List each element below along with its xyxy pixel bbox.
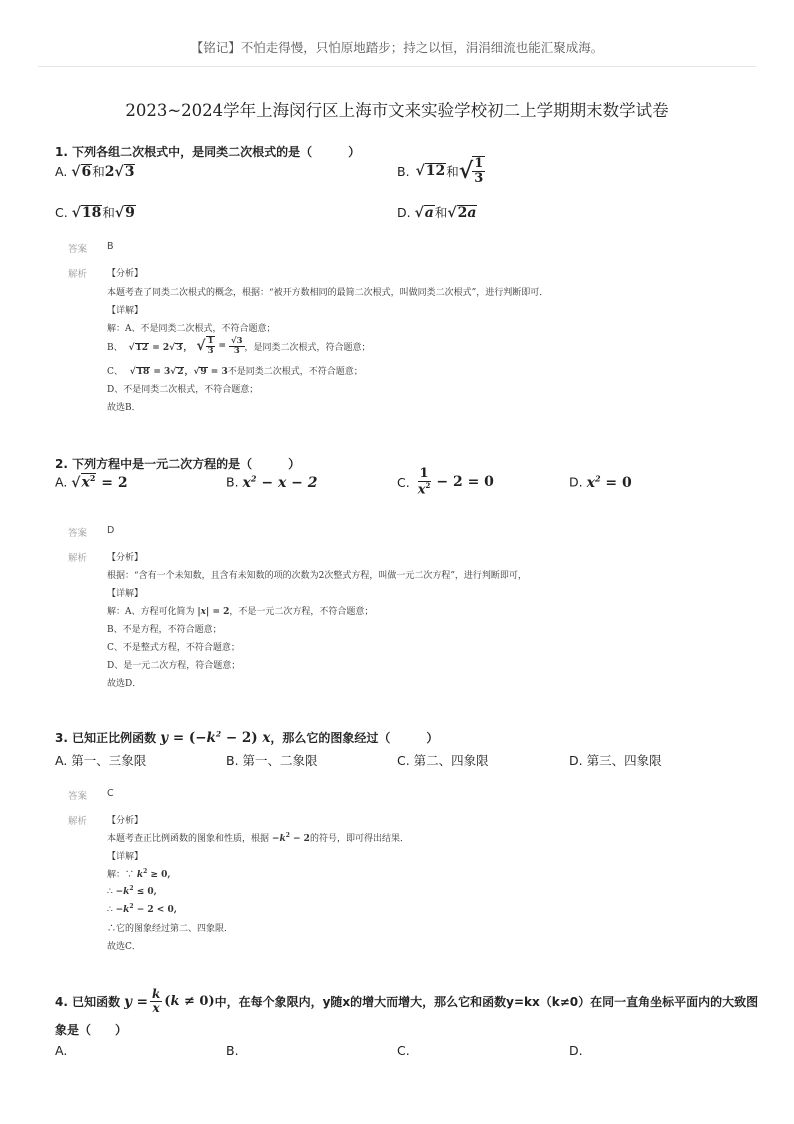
q3-answer-value: C bbox=[107, 788, 114, 799]
q1-detail-c-prefix: C、 bbox=[107, 367, 123, 377]
q3-conclusion: 故选C． bbox=[107, 942, 141, 952]
q3-stem-prefix: 3. 已知正比例函数 bbox=[55, 731, 157, 745]
q1-option-c: C. √18和√9 bbox=[55, 205, 135, 221]
q3-analysis-suffix: 的符号，即可得出结果． bbox=[309, 834, 409, 844]
q2-detail-a-suffix: ，不是一元二次方程，不符合题意； bbox=[229, 607, 374, 617]
q3-step2-prefix: ∴ bbox=[107, 887, 113, 897]
q3-option-a: A. 第一、三象限 bbox=[55, 753, 147, 768]
q2-analysis-text: 根据：“含有一个未知数，且含有未知数的项的次数为2次整式方程，叫做一元二次方程”，进行判断即可， bbox=[107, 571, 527, 581]
q4-stem: 4. 已知函数 y = $\frac{k}{x}$ (k ≠ 0) 中，在每个象限内，y随x的增大而增大，那么它和函数y=kx（k≠0）在同一直角坐标平面内的大致图 bbox=[55, 987, 759, 1016]
q2-option-c: C. $\frac{1}{x^2}$ − 2 = 0 bbox=[397, 466, 494, 498]
q1-and-a: 和 bbox=[92, 164, 105, 179]
q1-and-d: 和 bbox=[434, 205, 448, 220]
q2-option-d: D. $x^2 = 0$ bbox=[569, 473, 632, 491]
q1-answer-label: 答案 bbox=[68, 244, 88, 255]
q3-stem: 3. 已知正比例函数 $y = (-k^2 - 2)$ x，那么它的图象经过（ ） bbox=[55, 729, 439, 746]
q3-detail-heading: 【详解】 bbox=[107, 852, 144, 862]
q3-analysis-text: 本题考查正比例函数的图象和性质，根据 $-k^2 - 2$的符号，即可得出结果． bbox=[107, 832, 409, 844]
q1-stem: 1. 下列各组二次根式中，是同类二次根式的是（ ） bbox=[55, 145, 361, 159]
q2-detail-a: 解：A、方程可化简为 |x| = 2，不是一元二次方程，不符合题意； bbox=[107, 607, 374, 617]
q3-detail-step2: ∴ $-k^2 \le 0$, bbox=[107, 885, 157, 897]
q4-stem-prefix: 4. 已知函数 bbox=[55, 995, 121, 1010]
q1-detail-c-suffix: 不是同类二次根式，不符合题意； bbox=[227, 367, 363, 377]
q1-detail-b: B、 √12 = 2√3， √ $\frac{1}{3}$ = $\frac{√3}{3}$ ，是同类二次根式，符合题意； bbox=[107, 335, 371, 357]
q3-option-b: B. 第一、二象限 bbox=[226, 753, 318, 768]
q1-analysis-text: 本题考查了同类二次根式的概念，根据：“被开方数相同的最简二次根式，叫做同类二次根式”，进行判断即可． bbox=[107, 288, 549, 298]
q1-conclusion: 故选B． bbox=[107, 403, 141, 413]
motto-banner: 【铭记】不怕走得慢，只怕原地踏步；持之以恒，涓涓细流也能汇聚成海。 bbox=[190, 40, 604, 55]
q2-option-a: A. $√x^2 = 2$ bbox=[55, 473, 128, 491]
q2-option-b: B. $x^2 - x - 2$ bbox=[226, 473, 318, 491]
option-letter: D. bbox=[397, 205, 411, 220]
q2-answer-label: 答案 bbox=[68, 528, 88, 539]
q1-analysis-heading: 【分析】 bbox=[107, 269, 144, 279]
q1-detail-b-suffix: ，是同类二次根式，符合题意； bbox=[244, 342, 371, 353]
option-letter: C. bbox=[55, 205, 68, 220]
page-title: 2023~2024学年上海闵行区上海市文来实验学校初二上学期期末数学试卷 bbox=[125, 101, 669, 120]
q4-stem-line2: 象是（ ） bbox=[55, 1023, 128, 1037]
q1-option-d: D. √a和√2a bbox=[397, 205, 477, 221]
option-letter: A. bbox=[55, 164, 68, 179]
q1-and-c: 和 bbox=[102, 205, 115, 220]
q3-detail-step1: 解：∵ $k^2 \ge 0$, bbox=[107, 868, 171, 880]
q3-answer-label: 答案 bbox=[68, 791, 88, 802]
q3-analysis-heading: 【分析】 bbox=[107, 816, 144, 826]
q1-answer-value: B bbox=[107, 241, 114, 252]
q4-option-a: A. bbox=[55, 1043, 68, 1058]
q1-detail-d: D、不是同类二次根式，不符合题意； bbox=[107, 385, 259, 395]
q1-detail-c: C、 √18 = 3√2，√9 = 3不是同类二次根式，不符合题意； bbox=[107, 367, 363, 377]
q2-detail-b: B、不是方程，不符合题意； bbox=[107, 625, 222, 635]
q2-detail-heading: 【详解】 bbox=[107, 589, 144, 599]
q4-option-b: B. bbox=[226, 1043, 239, 1058]
q2-detail-c: C、不是整式方程，不符合题意； bbox=[107, 643, 240, 653]
q4-stem-suffix: 中，在每个象限内，y随x的增大而增大，那么它和函数y=kx（k≠0）在同一直角坐标平面内的大致图 bbox=[214, 995, 759, 1010]
q1-detail-b-prefix: B、 bbox=[107, 342, 123, 353]
q1-option-a: A. √6和2√3 bbox=[55, 164, 135, 180]
q3-step1-prefix: 解：∵ bbox=[107, 870, 135, 880]
q2-conclusion: 故选D． bbox=[107, 679, 142, 689]
option-letter: B. bbox=[397, 163, 410, 179]
q3-detail-step3: ∴ $-k^2 - 2 < 0$, bbox=[107, 903, 177, 915]
q2-answer-value: D bbox=[107, 525, 115, 536]
q2-explain-label: 解析 bbox=[68, 553, 88, 564]
q2-detail-d: D、是一元二次方程，符合题意； bbox=[107, 661, 241, 671]
q2-analysis-heading: 【分析】 bbox=[107, 553, 144, 563]
q4-option-d: D. bbox=[569, 1043, 583, 1058]
q3-analysis-prefix: 本题考查正比例函数的图象和性质，根据 bbox=[107, 834, 270, 844]
q3-stem-suffix: ，那么它的图象经过（ ） bbox=[270, 731, 439, 745]
q3-explain-label: 解析 bbox=[68, 816, 88, 827]
q3-option-d: D. 第三、四象限 bbox=[569, 753, 662, 768]
q1-detail-heading: 【详解】 bbox=[107, 306, 144, 316]
q1-explain-label: 解析 bbox=[68, 269, 88, 280]
q3-detail-step4: ∴它的图象经过第二、四象限． bbox=[107, 924, 234, 934]
q2-stem: 2. 下列方程中是一元二次方程的是（ ） bbox=[55, 457, 301, 471]
header-divider bbox=[38, 66, 756, 67]
q1-detail-a: 解：A、不是同类二次根式，不符合题意； bbox=[107, 324, 276, 334]
q1-option-b: B. √12 和 √ $\frac{1}{3}$ bbox=[397, 156, 484, 187]
q2-detail-a-prefix: 解：A、方程可化简为 bbox=[107, 607, 195, 617]
q3-option-c: C. 第二、四象限 bbox=[397, 753, 489, 768]
q3-step3-prefix: ∴ bbox=[107, 905, 113, 915]
q4-option-c: C. bbox=[397, 1043, 410, 1058]
q1-and-b: 和 bbox=[446, 164, 459, 180]
